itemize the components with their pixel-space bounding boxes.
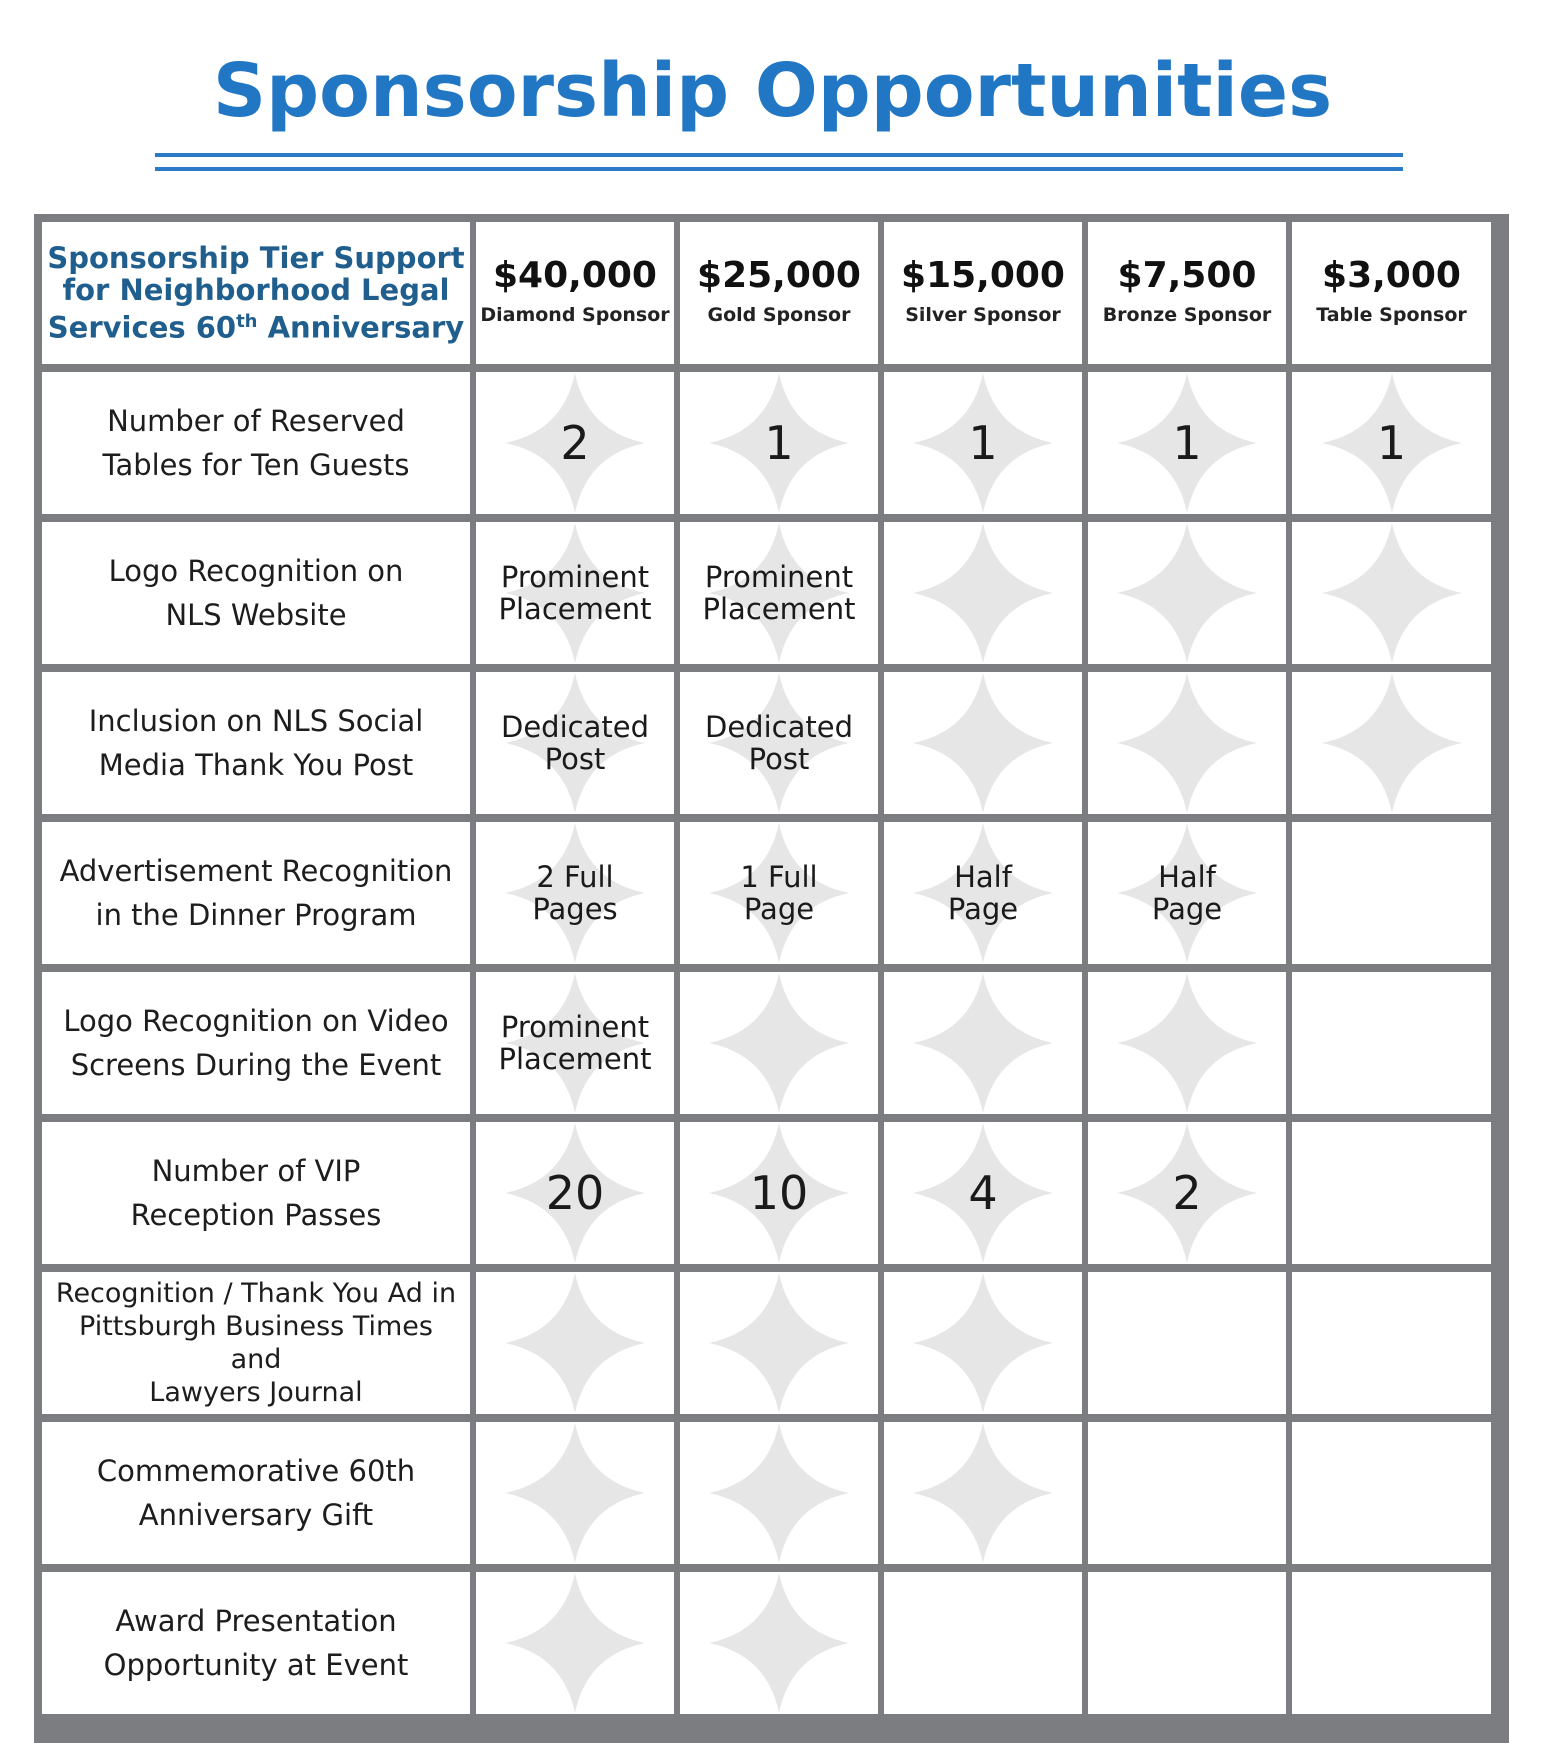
benefit-value: Half <box>954 860 1012 894</box>
benefit-value: 2 Full <box>536 860 614 894</box>
row-label-line: Award Presentation <box>115 1604 397 1638</box>
benefit-cell <box>680 1422 878 1564</box>
row-label-line: Reception Passes <box>130 1198 382 1232</box>
benefit-value: 20 <box>545 1166 605 1220</box>
row-label-line: Commemorative 60th <box>96 1454 416 1488</box>
row-label-line: Anniversary Gift <box>138 1498 374 1532</box>
benefit-cell <box>680 822 878 964</box>
tier-price: $15,000 <box>901 255 1065 296</box>
benefit-value: Placement <box>498 592 652 626</box>
benefit-cell <box>884 522 1082 664</box>
star-icon <box>505 1423 645 1563</box>
benefit-cell <box>884 1572 1082 1714</box>
tier-header-bronze-sponsor <box>1088 222 1286 364</box>
row-label-line: Number of VIP <box>151 1154 361 1188</box>
benefit-cell <box>1088 1422 1286 1564</box>
tier-price: $25,000 <box>697 255 861 296</box>
sponsorship-table <box>34 214 1509 1743</box>
benefit-cell <box>884 1272 1082 1414</box>
benefit-cell <box>476 1422 674 1564</box>
star-icon <box>505 1273 645 1413</box>
benefit-value: Page <box>1151 892 1223 926</box>
benefit-value: Placement <box>498 1042 652 1076</box>
tier-header-table-sponsor <box>1292 222 1491 364</box>
row-label <box>42 1422 470 1564</box>
row-label-line: Tables for Ten Guests <box>102 448 410 482</box>
benefit-cell <box>1088 1572 1286 1714</box>
row-label <box>42 1572 470 1714</box>
star-icon <box>913 973 1053 1113</box>
row-label <box>42 1122 470 1264</box>
benefit-cell <box>1292 372 1491 514</box>
star-icon <box>709 1273 849 1413</box>
benefit-value: 2 <box>560 416 590 470</box>
title-divider-top <box>155 153 1403 157</box>
benefit-cell <box>884 822 1082 964</box>
row-label <box>42 822 470 964</box>
benefit-value: 4 <box>968 1166 998 1220</box>
benefit-cell <box>680 1272 878 1414</box>
benefit-value: Dedicated <box>501 710 649 744</box>
tier-name: Silver Sponsor <box>905 304 1061 326</box>
star-icon <box>913 1273 1053 1413</box>
page-title: Sponsorship Opportunities <box>212 48 1333 134</box>
benefit-cell <box>884 1422 1082 1564</box>
benefit-value: Pages <box>532 892 618 926</box>
benefit-cell <box>1088 822 1286 964</box>
benefit-cell <box>1292 672 1491 814</box>
benefit-value: Dedicated <box>705 710 853 744</box>
benefit-value: Post <box>748 742 810 776</box>
benefit-value: Page <box>743 892 815 926</box>
row-label <box>42 672 470 814</box>
benefit-cell <box>1292 522 1491 664</box>
benefit-value: Half <box>1158 860 1216 894</box>
benefit-value: Prominent <box>704 560 854 594</box>
tier-price: $7,500 <box>1117 255 1257 296</box>
benefit-cell <box>476 672 674 814</box>
benefit-value: Page <box>947 892 1019 926</box>
row-label-line: Media Thank You Post <box>98 748 414 782</box>
row-label-line: Logo Recognition on Video <box>63 1004 449 1038</box>
benefit-value: 1 <box>1376 416 1407 470</box>
row-label-line: NLS Website <box>165 598 347 632</box>
benefit-cell <box>680 672 878 814</box>
corner-line-3-sup: th <box>236 311 258 333</box>
benefit-cell <box>1292 972 1491 1114</box>
benefit-cell <box>680 1122 878 1264</box>
table-corner-header <box>42 222 470 364</box>
star-icon <box>913 673 1053 813</box>
row-label-line: Advertisement Recognition <box>59 854 453 888</box>
benefit-value: 1 <box>764 416 794 470</box>
benefit-value: 1 Full <box>740 860 818 894</box>
row-label-line: Pittsburgh Business Times and <box>79 1311 433 1375</box>
tier-name: Bronze Sponsor <box>1102 304 1272 326</box>
benefit-cell <box>884 972 1082 1114</box>
benefit-value: Prominent <box>500 560 650 594</box>
corner-line-3-post: Anniversary <box>257 310 465 345</box>
star-icon <box>505 1573 645 1713</box>
title-divider-bottom <box>155 167 1403 171</box>
benefit-cell <box>1292 1572 1491 1714</box>
benefit-cell <box>1292 1272 1491 1414</box>
tier-name: Table Sponsor <box>1316 304 1467 326</box>
benefit-value: 2 <box>1172 1166 1202 1220</box>
tier-price: $3,000 <box>1322 255 1461 296</box>
star-icon <box>913 1423 1053 1563</box>
benefit-cell <box>1088 972 1286 1114</box>
benefit-cell <box>680 522 878 664</box>
benefit-cell <box>476 372 674 514</box>
row-label <box>42 522 470 664</box>
benefit-cell <box>884 372 1082 514</box>
star-icon <box>913 523 1053 663</box>
benefit-value: Placement <box>702 592 856 626</box>
tier-name: Gold Sponsor <box>707 304 851 326</box>
benefit-cell <box>1088 1272 1286 1414</box>
benefit-cell <box>884 672 1082 814</box>
star-icon <box>709 973 849 1113</box>
benefit-cell <box>476 522 674 664</box>
benefit-cell <box>1292 1122 1491 1264</box>
benefit-value: 1 <box>968 416 998 470</box>
benefit-cell <box>680 372 878 514</box>
row-label-line: Opportunity at Event <box>103 1648 409 1682</box>
benefit-cell <box>680 1572 878 1714</box>
benefit-cell <box>1292 1422 1491 1564</box>
star-icon <box>709 1423 849 1563</box>
tier-name: Diamond Sponsor <box>480 304 670 326</box>
benefit-value: 10 <box>749 1166 809 1220</box>
star-icon <box>1117 523 1257 663</box>
tier-header-diamond-sponsor <box>476 222 674 364</box>
benefit-cell <box>884 1122 1082 1264</box>
benefit-cell <box>476 1572 674 1714</box>
corner-line-2: for Neighborhood Legal <box>62 273 450 308</box>
star-icon <box>1322 673 1462 813</box>
benefit-cell <box>1292 822 1491 964</box>
benefit-cell <box>1088 372 1286 514</box>
benefit-value: Prominent <box>500 1010 650 1044</box>
tier-header-gold-sponsor <box>680 222 878 364</box>
benefit-cell <box>476 822 674 964</box>
benefit-value: 1 <box>1172 416 1202 470</box>
row-label-line: in the Dinner Program <box>95 898 417 932</box>
benefit-cell <box>1088 672 1286 814</box>
benefit-value: Post <box>544 742 606 776</box>
row-label-line: Inclusion on NLS Social <box>88 704 424 738</box>
benefit-cell <box>1088 1122 1286 1264</box>
star-icon <box>1117 673 1257 813</box>
star-icon <box>1117 973 1257 1113</box>
benefit-cell <box>476 1122 674 1264</box>
row-label-line: Number of Reserved <box>107 404 405 438</box>
star-icon <box>1322 523 1462 663</box>
row-label-line: Recognition / Thank You Ad in <box>55 1278 457 1309</box>
tier-price: $40,000 <box>493 255 657 296</box>
benefit-cell <box>476 1272 674 1414</box>
star-icon <box>709 1573 849 1713</box>
benefit-cell <box>1088 522 1286 664</box>
tier-header-silver-sponsor <box>884 222 1082 364</box>
row-label <box>42 372 470 514</box>
row-label <box>42 972 470 1114</box>
benefit-cell <box>476 972 674 1114</box>
row-label-line: Lawyers Journal <box>149 1377 363 1408</box>
benefit-cell <box>680 972 878 1114</box>
row-label <box>42 1272 470 1414</box>
row-label-line: Logo Recognition on <box>108 554 404 588</box>
corner-line-3-pre: Services 60 <box>47 310 237 345</box>
row-label-line: Screens During the Event <box>70 1048 442 1082</box>
corner-line-1: Sponsorship Tier Support <box>47 241 465 276</box>
